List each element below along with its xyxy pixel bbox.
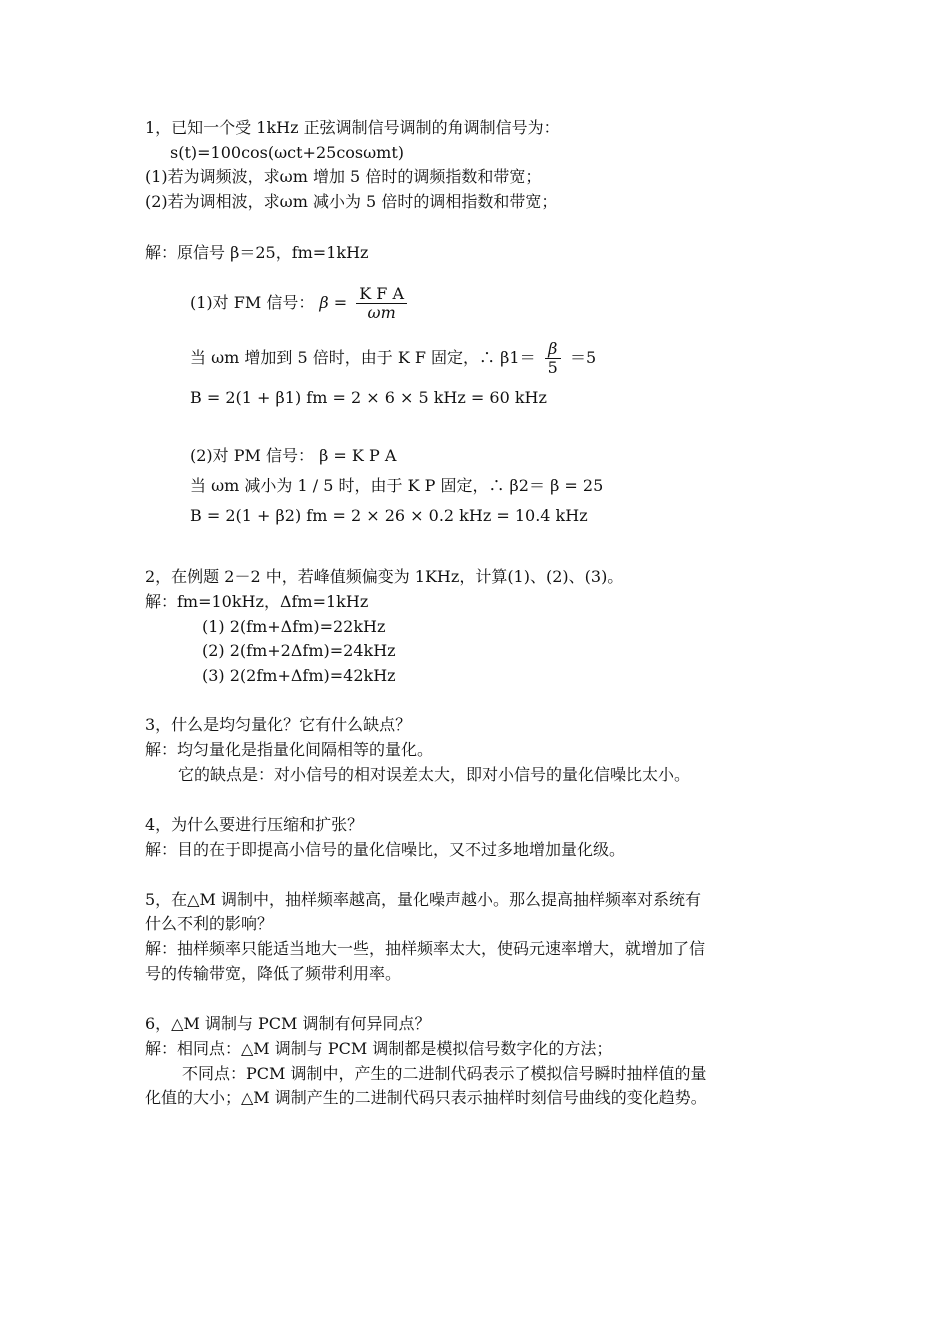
q5-title-line2: 什么不利的影响？	[145, 914, 274, 933]
q1-title: 1，已知一个受 1kHz 正弦调制信号调制的角调制信号为：	[145, 118, 560, 137]
q1-pm-when: 当 ωm 减小为 1 / 5 时，由于 K P 固定，∴ β2＝ β = 25	[190, 476, 604, 495]
q1-pm-formula	[190, 446, 396, 466]
q6-answer-2-line2: 化值的大小；△M 调制产生的二进制代码只表示抽样时刻信号曲线的变化趋势。	[145, 1088, 707, 1107]
q1-pm-label: (2)对 PM 信号：	[190, 446, 314, 465]
q1-answer-intro: 解：原信号 β＝25，fm=1kHz	[145, 243, 369, 262]
q2-answer: 解：fm=10kHz，Δfm=1kHz	[145, 592, 369, 611]
q6-answer-2-line1: 不同点：PCM 调制中，产生的二进制代码表示了模拟信号瞬时抽样值的量	[182, 1064, 707, 1083]
q3-title: 3，什么是均匀量化？它有什么缺点？	[145, 715, 412, 734]
q2-answer-3: (3) 2(2fm+Δfm)=42kHz	[202, 666, 396, 685]
q4-title: 4，为什么要进行压缩和扩张？	[145, 815, 364, 834]
q1-part1: (1)若为调频波，求ωm 增加 5 倍时的调频指数和带宽；	[145, 167, 542, 186]
q5-title-line1: 5，在△M 调制中，抽样频率越高，量化噪声越小。那么提高抽样频率对系统有	[145, 890, 701, 909]
q2-answer-2: (2) 2(fm+2Δfm)=24kHz	[202, 641, 396, 660]
q1-signal: s(t)=100cos(ωct+25cosωmt)	[170, 143, 405, 162]
q1-fm-label: (1)对 FM 信号：	[190, 293, 315, 312]
q1-pm-bandwidth: B = 2(1 + β2) fm = 2 × 26 × 0.2 kHz = 10.4 kHz	[190, 506, 588, 525]
q1-fm-bandwidth: B = 2(1 + β1) fm = 2 × 6 × 5 kHz = 60 kHz	[190, 388, 547, 407]
q1-fm-numerator: K F A	[356, 285, 407, 304]
q5-answer-line1: 解：抽样频率只能适当地大一些，抽样频率太大，使码元速率增大，就增加了信	[145, 939, 706, 958]
q1-fm-formula	[190, 283, 411, 323]
q1-beta-eq: β =	[319, 293, 348, 312]
q1-fm-fraction	[356, 285, 407, 322]
q1-part2: (2)若为调相波，求ωm 减小为 5 倍时的调相指数和带宽；	[145, 192, 558, 211]
q1-frac2-numerator: β	[545, 340, 561, 359]
q5-answer-line2: 号的传输带宽，降低了频带利用率。	[145, 964, 402, 983]
q6-title: 6，△M 调制与 PCM 调制有何异同点？	[145, 1014, 431, 1033]
q3-answer-1: 解：均匀量化是指量化间隔相等的量化。	[145, 740, 434, 759]
q1-frac2-result: ＝5	[569, 348, 597, 367]
q1-frac2-denominator: 5	[547, 358, 558, 377]
q6-answer-1: 解：相同点：△M 调制与 PCM 调制都是模拟信号数字化的方法；	[145, 1039, 613, 1058]
q4-answer: 解：目的在于即提高小信号的量化信噪比，又不过多地增加量化级。	[145, 840, 626, 859]
q1-fm-when	[190, 338, 596, 378]
q1-beta-fraction	[545, 340, 561, 377]
q3-answer-2: 它的缺点是：对小信号的相对误差太大，即对小信号的量化信噪比太小。	[178, 765, 691, 784]
q1-fm-when-text: 当 ωm 增加到 5 倍时，由于 K F 固定，∴ β1＝	[190, 348, 536, 367]
q2-answer-1: (1) 2(fm+Δfm)=22kHz	[202, 617, 386, 636]
q1-pm-eq: β = K P A	[319, 446, 397, 465]
q1-fm-denominator: ωm	[367, 303, 396, 322]
q2-title: 2，在例题 2－2 中，若峰值频偏变为 1KHz，计算(1)、(2)、(3)。	[145, 567, 624, 586]
